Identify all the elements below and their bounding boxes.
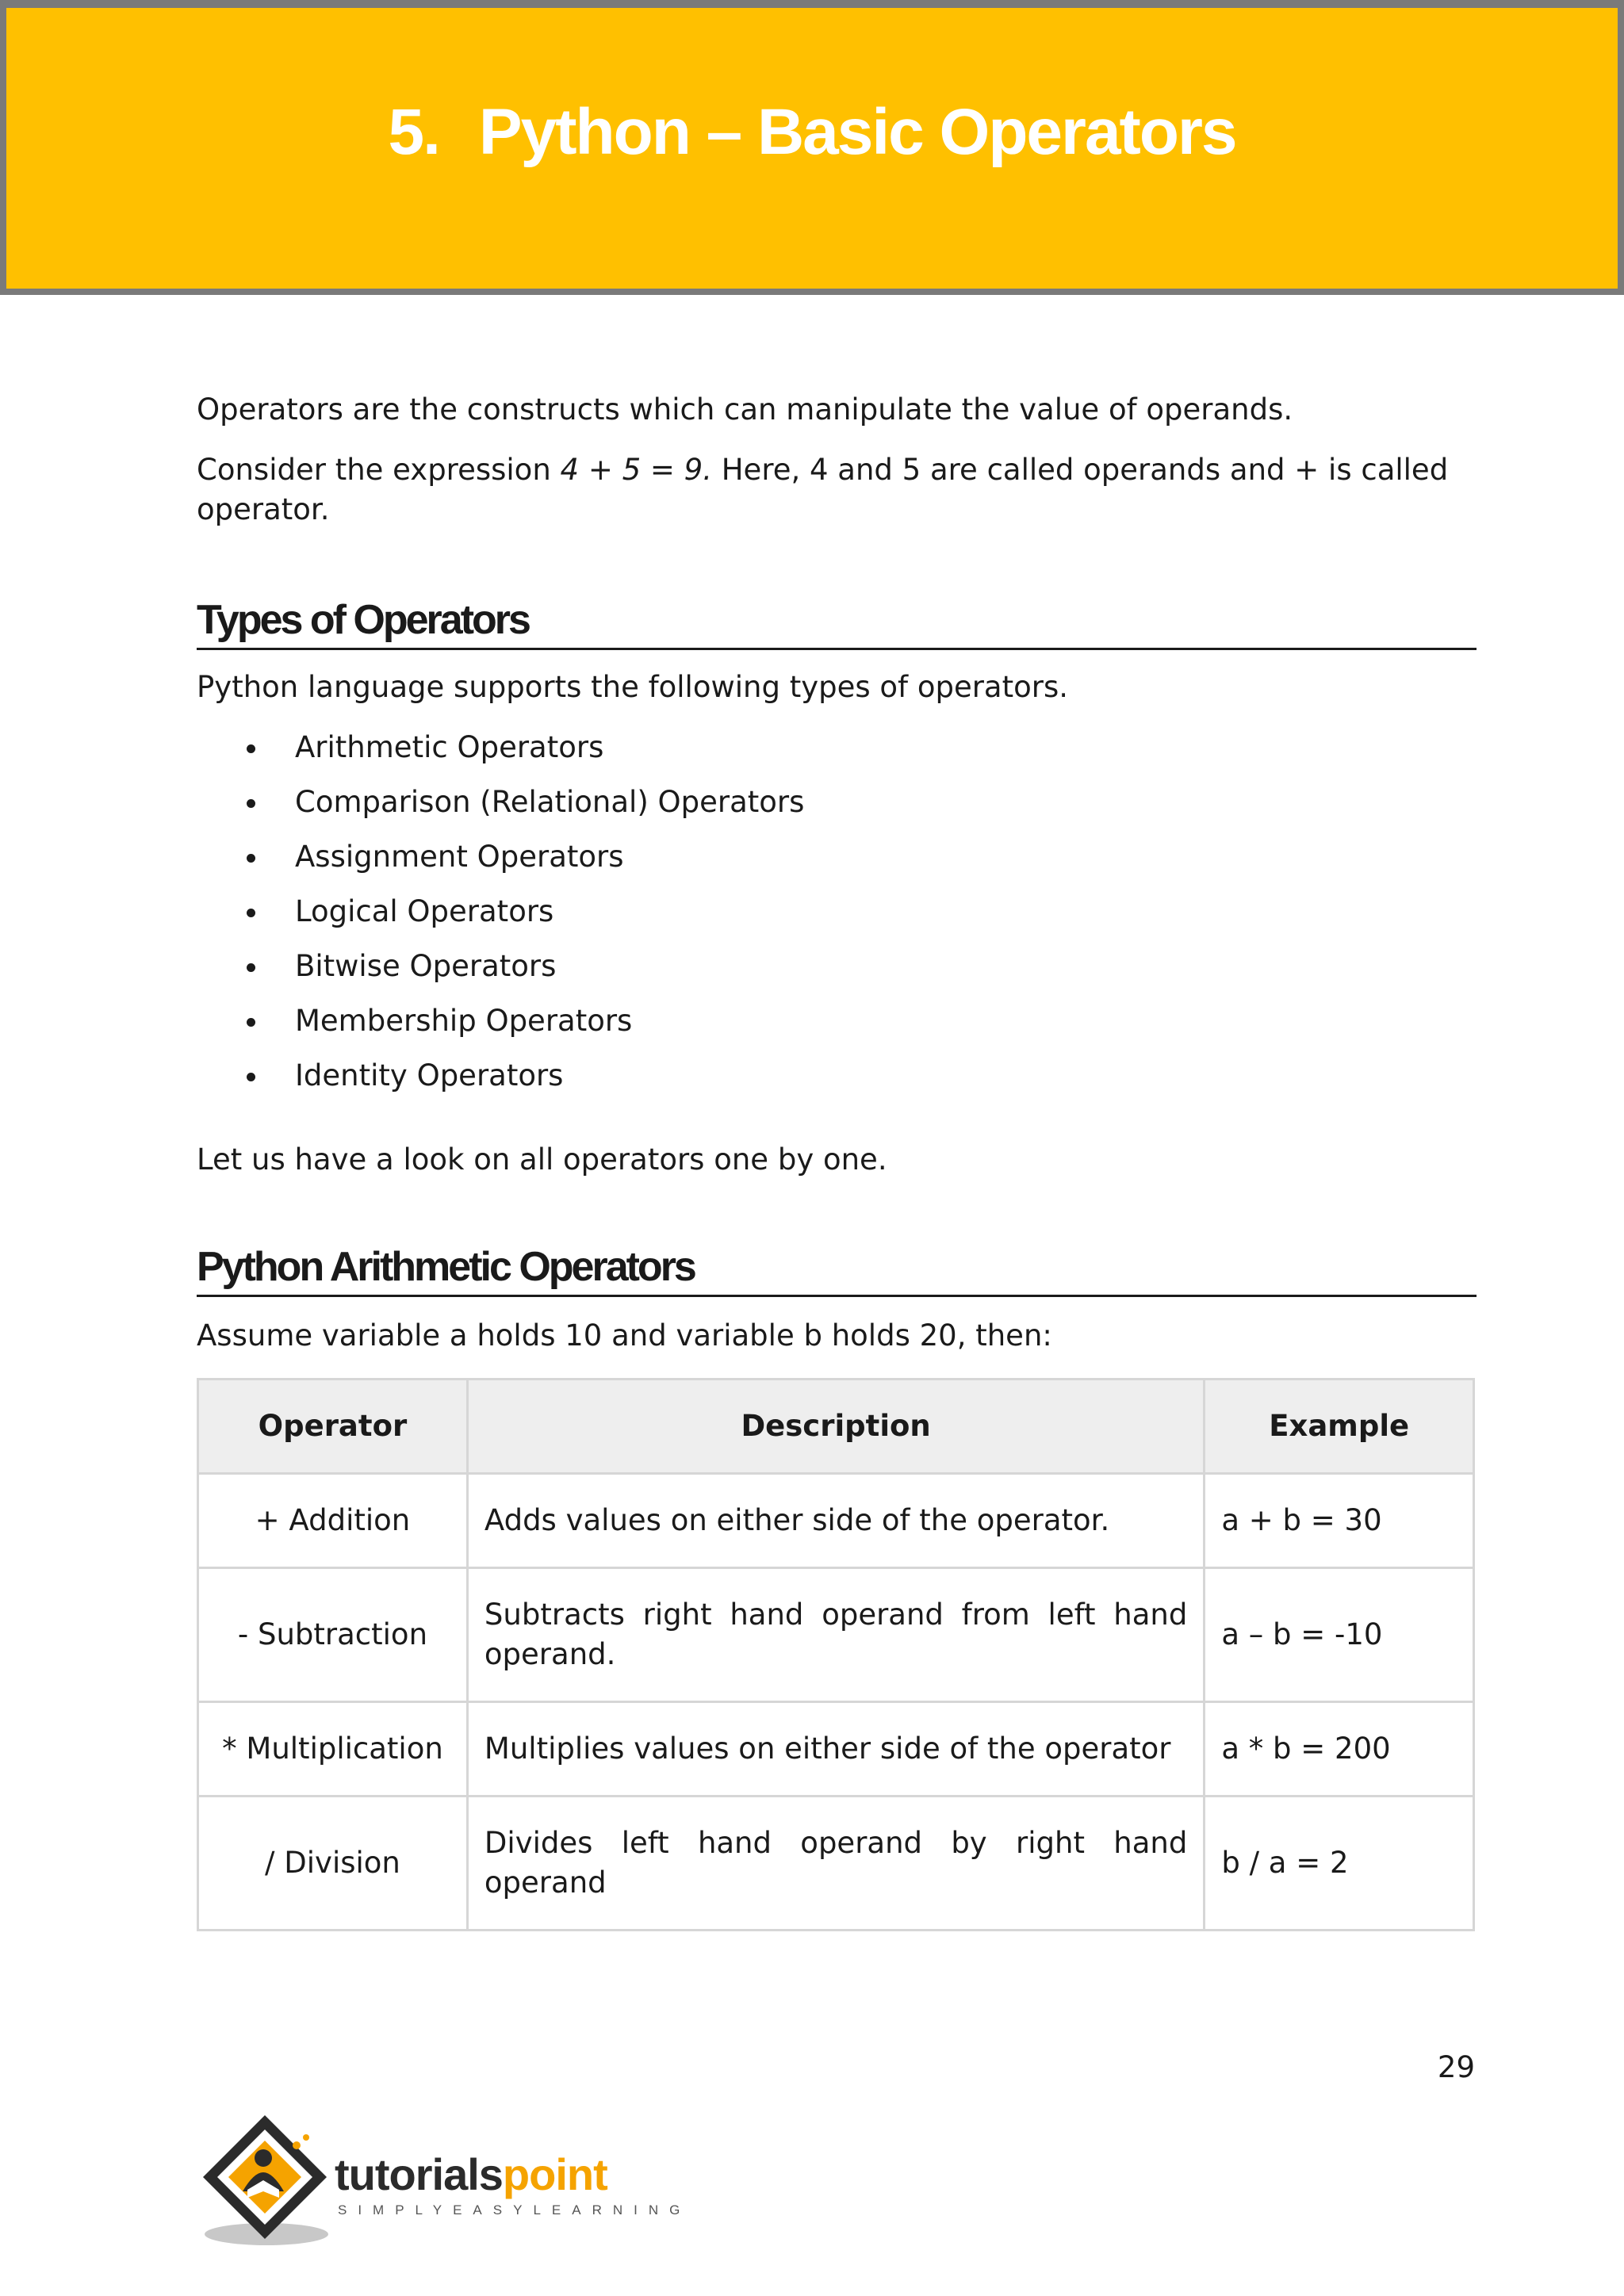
chapter-number: 5. xyxy=(388,96,439,168)
intro-p2-expression: 4 + 5 = 9. xyxy=(560,453,712,487)
cell-operator: * Multiplication xyxy=(198,1702,468,1797)
cell-operator: / Division xyxy=(198,1797,468,1931)
list-item-label: Identity Operators xyxy=(295,1058,564,1093)
arithmetic-operators-table xyxy=(197,1378,1475,1931)
bullet-icon xyxy=(247,744,255,753)
column-header-operator: Operator xyxy=(198,1380,468,1474)
bullet-icon xyxy=(247,963,255,972)
arithmetic-lead: Assume variable a holds 10 and variable b holds 20, then: xyxy=(197,1318,1052,1353)
tutorialspoint-logo-icon xyxy=(195,2109,335,2252)
cell-description: Subtracts right hand operand from left hand operand. xyxy=(467,1568,1204,1702)
list-item-label: Assignment Operators xyxy=(295,840,624,874)
bullet-icon xyxy=(247,854,255,863)
list-item xyxy=(197,728,804,783)
intro-p2-after: Here, 4 and 5 are called operands and + is called operator. xyxy=(197,453,1449,526)
section-heading-types: Types of Operators xyxy=(197,596,1477,650)
tutorialspoint-logo xyxy=(195,2109,691,2252)
intro-p2-before: Consider the expression xyxy=(197,453,561,487)
list-item xyxy=(197,837,804,892)
cell-operator: - Subtraction xyxy=(198,1568,468,1702)
chapter-title xyxy=(0,95,1624,170)
column-header-description: Description xyxy=(467,1380,1204,1474)
cell-example: a * b = 200 xyxy=(1205,1702,1474,1797)
cell-example: a – b = -10 xyxy=(1205,1568,1474,1702)
cell-example: a + b = 30 xyxy=(1205,1474,1474,1568)
bullet-icon xyxy=(247,1018,255,1027)
intro-paragraph-1: Operators are the constructs which can manipulate the value of operands. xyxy=(197,392,1293,427)
section-heading-arithmetic: Python Arithmetic Operators xyxy=(197,1243,1477,1297)
table-row xyxy=(198,1474,1474,1568)
list-item-label: Logical Operators xyxy=(295,894,554,928)
operator-types-list xyxy=(197,728,804,1111)
intro-paragraph-2 xyxy=(197,450,1478,530)
list-item xyxy=(197,783,804,837)
chapter-title-text: Python – Basic Operators xyxy=(478,96,1236,168)
page-number: 29 xyxy=(1437,2050,1475,2084)
table-row xyxy=(198,1568,1474,1702)
logo-word-point: point xyxy=(502,2149,607,2199)
list-item xyxy=(197,947,804,1001)
bullet-icon xyxy=(247,909,255,917)
types-lead: Python language supports the following types of operators. xyxy=(197,670,1068,704)
cell-example: b / a = 2 xyxy=(1205,1797,1474,1931)
bullet-icon xyxy=(247,799,255,808)
column-header-example: Example xyxy=(1205,1380,1474,1474)
cell-operator: + Addition xyxy=(198,1474,468,1568)
list-item-label: Membership Operators xyxy=(295,1004,633,1038)
list-item xyxy=(197,892,804,947)
table-row xyxy=(198,1702,1474,1797)
logo-word-tutorials: tutorials xyxy=(335,2149,503,2199)
types-closing: Let us have a look on all operators one by one. xyxy=(197,1142,887,1177)
logo-tagline: SIMPLYEASYLEARNING xyxy=(338,2202,691,2218)
table-header-row xyxy=(198,1380,1474,1474)
list-item xyxy=(197,1056,804,1111)
cell-description: Adds values on either side of the operator. xyxy=(467,1474,1204,1568)
list-item-label: Arithmetic Operators xyxy=(295,730,604,764)
cell-description: Multiplies values on either side of the operator xyxy=(467,1702,1204,1797)
cell-description: Divides left hand operand by right hand operand xyxy=(467,1797,1204,1931)
list-item xyxy=(197,1001,804,1056)
logo-wordmark xyxy=(335,2149,607,2200)
list-item-label: Comparison (Relational) Operators xyxy=(295,785,805,819)
list-item-label: Bitwise Operators xyxy=(295,949,557,983)
bullet-icon xyxy=(247,1073,255,1081)
table-row xyxy=(198,1797,1474,1931)
